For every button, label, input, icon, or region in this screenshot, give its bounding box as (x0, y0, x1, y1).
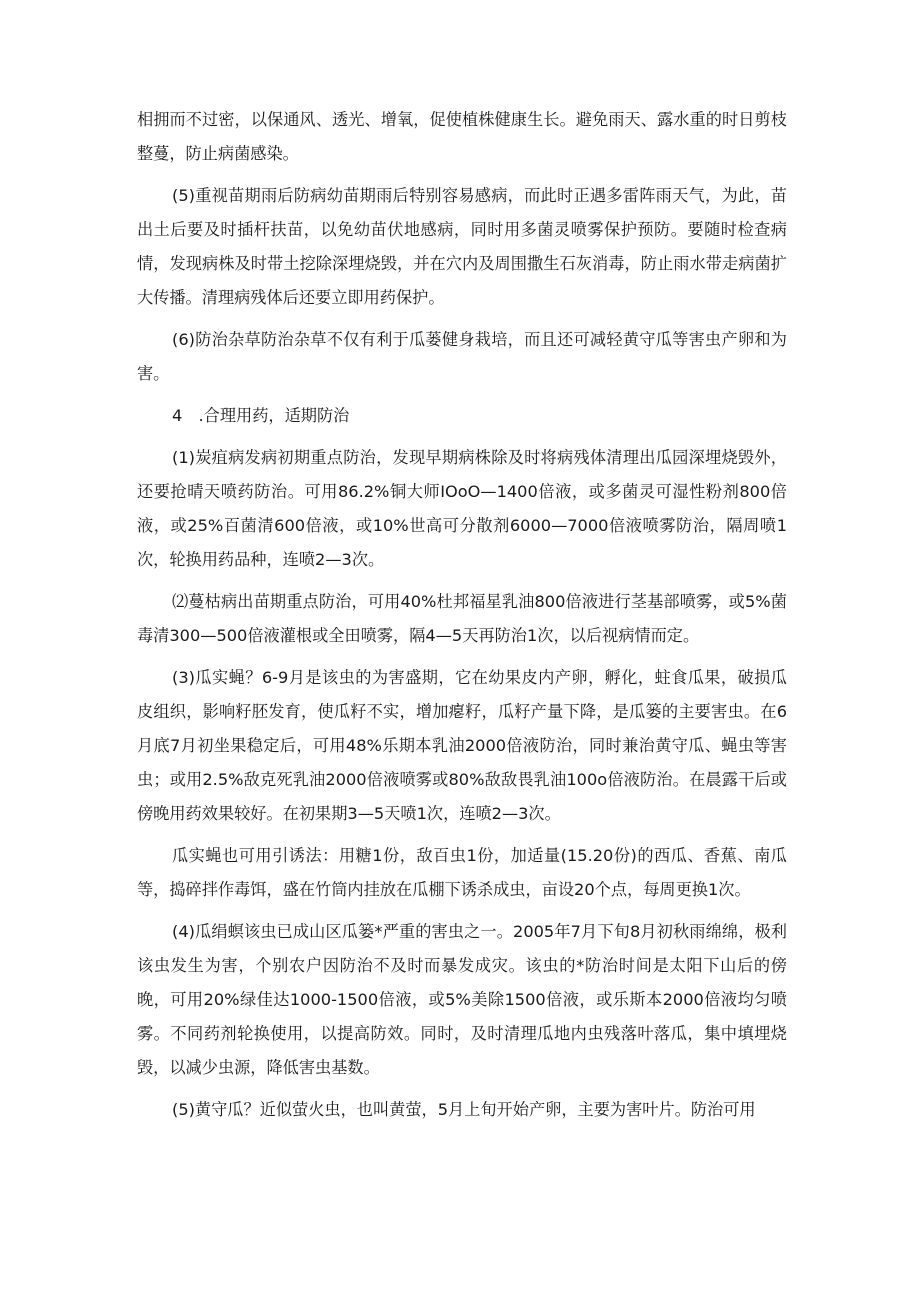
paragraph-gummy-stem-blight: ⑵蔓枯病出苗期重点防治，可用40%杜邦福星乳油800倍液进行茎基部喷雾，或5%菌毒清300—500倍液灌根或全田喷雾，隔4—5天再防治1次，以后视病情而定。 (137, 592, 787, 645)
paragraph-anthracnose: (1)炭疽病发病初期重点防治，发现早期病株除及时将病残体清理出瓜园深埋烧毁外，还要抢晴天喷药防治。可用86.2%铜大师IOoO—1400倍液，或多菌灵可湿性粉剂800倍液，或25%百菌清600倍液，或10%世高可分散剂6000—7000倍液喷雾防治，隔周喷1次，轮换用药品种，连喷2—3次。 (137, 448, 787, 569)
section-heading-rational-pesticide: 4 .合理用药，适期防治 (172, 406, 350, 425)
paragraph-melon-borer: (4)瓜绢螟该虫已成山区瓜篓*严重的害虫之一。2005年7月下旬8月初秋雨绵绵，极利该虫发生为害，个别农户因防治不及时而暴发成灾。该虫的*防治时间是太阳下山后的傍晚，可用20%绿佳达1000-1500倍液，或5%美除1500倍液，或乐斯本2000倍液均匀喷雾。不同药剂轮换使用，以提高防效。同时，及时清理瓜地内虫残落叶落瓜，集中填埋烧毁，以减少虫源，降低害虫基数。 (137, 922, 787, 1077)
paragraph-melon-fly: (3)瓜实蝇？6-9月是该虫的为害盛期，它在幼果皮内产卵，孵化，蛀食瓜果，破损瓜皮组织，影响籽胚发育，使瓜籽不实，增加瘪籽，瓜籽产量下降，是瓜篓的主要害虫。在6月底7月初坐果稳定后，可用48%乐期本乳油2000倍液防治，同时兼治黄守瓜、蝇虫等害虫；或用2.5%敌克死乳油2000倍液喷雾或80%敌敌畏乳油100o倍液防治。在晨露干后或傍晚用药效果较好。在初果期3—5天喷1次，连喷2—3次。 (137, 668, 787, 823)
paragraph-yellow-beetle: (5)黄守瓜？近似萤火虫，也叫黄萤，5月上旬开始产卵，主要为害叶片。防治可用 (172, 1100, 756, 1119)
document-body (137, 103, 787, 1135)
paragraph-pruning: 相拥而不过密，以保通风、透光、增氧，促使植株健康生长。避免雨天、露水重的时日剪枝整蔓，防止病菌感染。 (137, 110, 787, 163)
paragraph-melon-fly-bait: 瓜实蝇也可用引诱法：用糖1份，敌百虫1份，加适量(15.20份)的西瓜、香蕉、南瓜等，捣碎拌作毒饵，盛在竹筒内挂放在瓜棚下诱杀成虫，亩设20个点，每周更换1次。 (137, 846, 787, 899)
paragraph-weed-control: (6)防治杂草防治杂草不仅有利于瓜蒌健身栽培，而且还可减轻黄守瓜等害虫产卵和为害。 (137, 330, 787, 383)
paragraph-seedling-rain-prevention: (5)重视苗期雨后防病幼苗期雨后特别容易感病，而此时正遇多雷阵雨天气，为此，苗出土后要及时插杆扶苗，以免幼苗伏地感病，同时用多菌灵喷雾保护预防。要随时检查病情，发现病株及时带土挖除深埋烧毁，并在穴内及周围撒生石灰消毒，防止雨水带走病菌扩大传播。清理病残体后还要立即用药保护。 (137, 186, 787, 307)
